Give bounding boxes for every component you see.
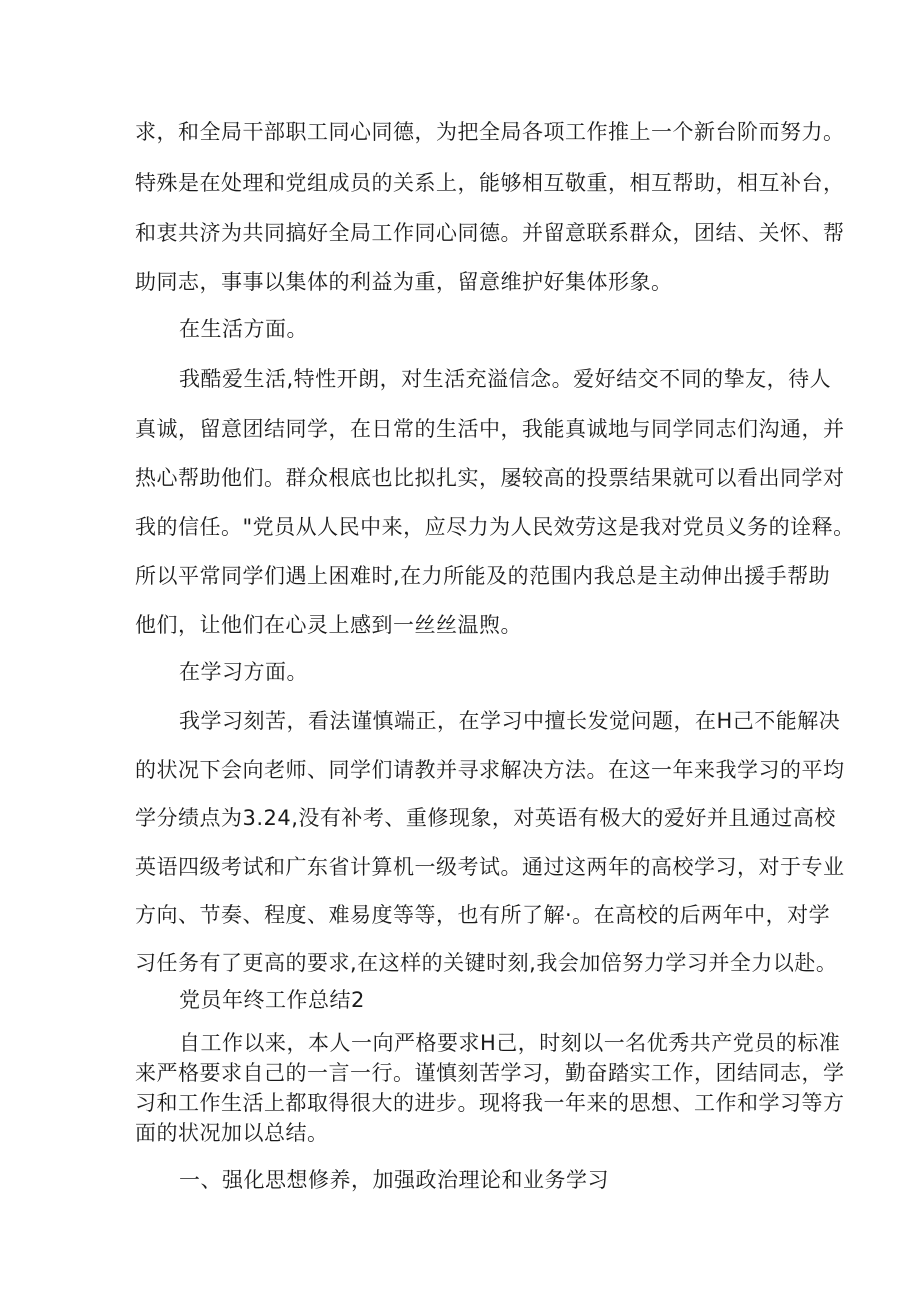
section-heading: 一、强化思想修养，加强政治理论和业务学习 (179, 1168, 609, 1192)
text-line: 他们，让他们在心灵上感到一丝丝温煦。 (135, 613, 522, 637)
text-line: 我的信任。"党员从人民中来，应尽力为人民效劳这是我对党员义务的诠释。 (135, 515, 855, 539)
text-line: 习任务有了更高的要求,在这样的关键时刻,我会加倍努力学习并全力以赴。 (135, 951, 838, 975)
section-heading: 在生活方面。 (179, 317, 308, 341)
text-line: 来严格要求自己的一言一行。谨慎刻苦学习，勤奋踏实工作，团结同志，学 (135, 1061, 845, 1085)
text-line: 特殊是在处理和党组成员的关系上，能够相互敬重，相互帮助，相互补台， (135, 171, 845, 195)
text-line: 真诚，留意团结同学，在日常的生活中，我能真诚地与同学同志们沟通，并 (135, 417, 845, 441)
text-line: 和衷共济为共同搞好全局工作同心同德。并留意联系群众，团结、关怀、帮 (135, 221, 845, 245)
text-line: 习和工作生活上都取得很大的进步。现将我一年来的思想、工作和学习等方 (135, 1091, 845, 1115)
paragraph-first-line: 自工作以来，本人一向严格要求H己，时刻以一名优秀共产党员的标准 (179, 1031, 841, 1055)
text-line: 方向、节奏、程度、难易度等等，也有所了解·。在高校的后两年中，对学 (135, 903, 831, 927)
paragraph-first-line: 我学习刻苦，看法谨慎端正，在学习中擅长发觉问题，在H己不能解决 (179, 709, 841, 733)
text-line: 所以平常同学们遇上困难时,在力所能及的范围内我总是主动伸出援手帮助 (135, 564, 831, 588)
text-line: 热心帮助他们。群众根底也比拟扎实，屡较高的投票结果就可以看出同学对 (135, 466, 845, 490)
section-heading: 在学习方面。 (179, 660, 308, 684)
text-line: 学分绩点为3.24,没有补考、重修现象，对英语有极大的爱好并且通过高校 (135, 806, 836, 830)
text-line: 面的状况加以总结。 (135, 1121, 329, 1145)
text-line: 助同志，事事以集体的利益为重，留意维护好集体形象。 (135, 270, 673, 294)
text-line: 的状况下会向老师、同学们请教并寻求解决方法。在这一年来我学习的平均 (135, 758, 845, 782)
paragraph-first-line: 我酷爱生活,特性开朗，对生活充溢信念。爱好结交不同的挚友，待人 (179, 367, 832, 391)
document-subtitle: 党员年终工作总结2 (179, 988, 365, 1012)
text-line: 求，和全局干部职工同心同德，为把全局各项工作推上一个新台阶而努力。 (135, 120, 845, 144)
text-line: 英语四级考试和广东省计算机一级考试。通过这两年的高校学习，对于专业 (135, 855, 845, 879)
